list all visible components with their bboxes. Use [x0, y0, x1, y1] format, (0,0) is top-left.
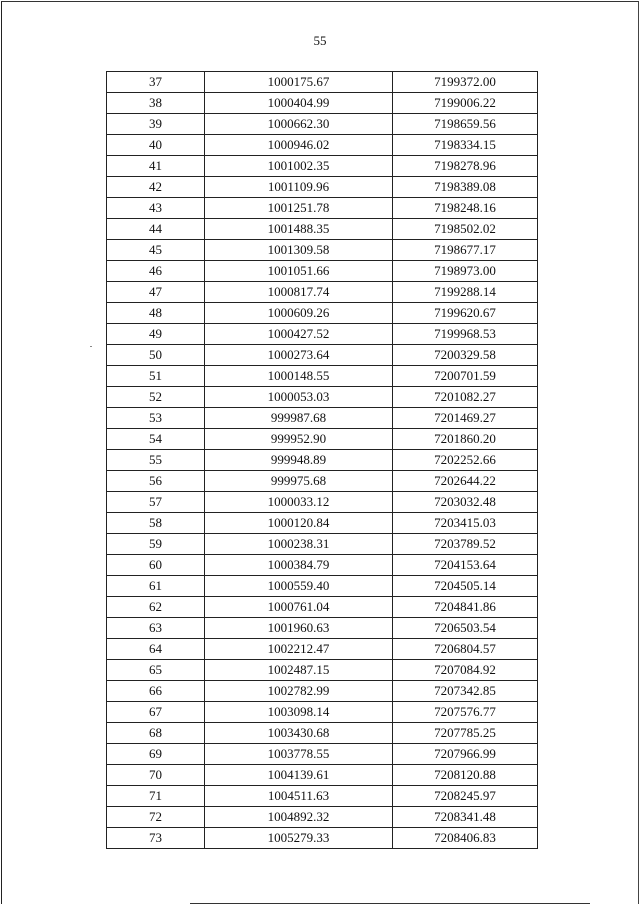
y-coordinate-cell: 7207342.85: [393, 681, 538, 702]
table-row: [107, 156, 538, 177]
x-coordinate-cell: 1000817.74: [205, 282, 393, 303]
x-coordinate-cell: 1001109.96: [205, 177, 393, 198]
point-number-cell: 60: [107, 555, 205, 576]
table-row: [107, 786, 538, 807]
y-coordinate-cell: 7199372.00: [393, 72, 538, 93]
y-coordinate-cell: 7198278.96: [393, 156, 538, 177]
point-number-cell: 44: [107, 219, 205, 240]
x-coordinate-cell: 1004511.63: [205, 786, 393, 807]
x-coordinate-cell: 1001251.78: [205, 198, 393, 219]
x-coordinate-cell: 1001309.58: [205, 240, 393, 261]
x-coordinate-cell: 1005279.33: [205, 828, 393, 849]
table-row: [107, 555, 538, 576]
point-number-cell: 38: [107, 93, 205, 114]
page-number: 55: [313, 33, 327, 48]
table-row: [107, 681, 538, 702]
y-coordinate-cell: 7198334.15: [393, 135, 538, 156]
table-row: [107, 597, 538, 618]
coordinates-table: [106, 71, 538, 849]
y-coordinate-cell: 7208245.97: [393, 786, 538, 807]
point-number-cell: 37: [107, 72, 205, 93]
y-coordinate-cell: 7198248.16: [393, 198, 538, 219]
y-coordinate-cell: 7204841.86: [393, 597, 538, 618]
point-number-cell: 52: [107, 387, 205, 408]
y-coordinate-cell: 7207576.77: [393, 702, 538, 723]
x-coordinate-cell: 1000120.84: [205, 513, 393, 534]
point-number-cell: 47: [107, 282, 205, 303]
point-number-cell: 59: [107, 534, 205, 555]
x-coordinate-cell: 1003098.14: [205, 702, 393, 723]
y-coordinate-cell: 7207084.92: [393, 660, 538, 681]
point-number-cell: 65: [107, 660, 205, 681]
y-coordinate-cell: 7198659.56: [393, 114, 538, 135]
table-row: [107, 639, 538, 660]
y-coordinate-cell: 7198973.00: [393, 261, 538, 282]
y-coordinate-cell: 7201469.27: [393, 408, 538, 429]
point-number-cell: 43: [107, 198, 205, 219]
x-coordinate-cell: 1001488.35: [205, 219, 393, 240]
x-coordinate-cell: 1000175.67: [205, 72, 393, 93]
point-number-cell: 63: [107, 618, 205, 639]
y-coordinate-cell: 7202644.22: [393, 471, 538, 492]
table-row: [107, 807, 538, 828]
y-coordinate-cell: 7207966.99: [393, 744, 538, 765]
table-row: [107, 240, 538, 261]
x-coordinate-cell: 1000427.52: [205, 324, 393, 345]
table-row: [107, 345, 538, 366]
table-row: [107, 471, 538, 492]
table-row: [107, 828, 538, 849]
x-coordinate-cell: 1000761.04: [205, 597, 393, 618]
y-coordinate-cell: 7201082.27: [393, 387, 538, 408]
y-coordinate-cell: 7199620.67: [393, 303, 538, 324]
table-row: [107, 282, 538, 303]
table-row: [107, 324, 538, 345]
point-number-cell: 41: [107, 156, 205, 177]
x-coordinate-cell: 999975.68: [205, 471, 393, 492]
table-row: [107, 261, 538, 282]
table-row: [107, 219, 538, 240]
y-coordinate-cell: 7206804.57: [393, 639, 538, 660]
table-row: [107, 450, 538, 471]
coordinates-table-body: [107, 72, 538, 849]
point-number-cell: 71: [107, 786, 205, 807]
point-number-cell: 39: [107, 114, 205, 135]
y-coordinate-cell: 7203789.52: [393, 534, 538, 555]
table-row: [107, 72, 538, 93]
x-coordinate-cell: 1002487.15: [205, 660, 393, 681]
table-row: [107, 576, 538, 597]
x-coordinate-cell: 1000148.55: [205, 366, 393, 387]
table-row: [107, 660, 538, 681]
x-coordinate-cell: 1000609.26: [205, 303, 393, 324]
point-number-cell: 72: [107, 807, 205, 828]
table-row: [107, 387, 538, 408]
y-coordinate-cell: 7203032.48: [393, 492, 538, 513]
y-coordinate-cell: 7198389.08: [393, 177, 538, 198]
x-coordinate-cell: 1000384.79: [205, 555, 393, 576]
y-coordinate-cell: 7201860.20: [393, 429, 538, 450]
point-number-cell: 62: [107, 597, 205, 618]
x-coordinate-cell: 1001051.66: [205, 261, 393, 282]
x-coordinate-cell: 1000404.99: [205, 93, 393, 114]
table-row: [107, 765, 538, 786]
point-number-cell: 50: [107, 345, 205, 366]
point-number-cell: 46: [107, 261, 205, 282]
table-row: [107, 513, 538, 534]
table-row: [107, 366, 538, 387]
y-coordinate-cell: 7199968.53: [393, 324, 538, 345]
table-row: [107, 408, 538, 429]
point-number-cell: 73: [107, 828, 205, 849]
x-coordinate-cell: 1002212.47: [205, 639, 393, 660]
point-number-cell: 70: [107, 765, 205, 786]
y-coordinate-cell: 7207785.25: [393, 723, 538, 744]
point-number-cell: 42: [107, 177, 205, 198]
x-coordinate-cell: 999952.90: [205, 429, 393, 450]
point-number-cell: 69: [107, 744, 205, 765]
table-row: [107, 93, 538, 114]
x-coordinate-cell: 1000053.03: [205, 387, 393, 408]
y-coordinate-cell: 7208341.48: [393, 807, 538, 828]
point-number-cell: 55: [107, 450, 205, 471]
point-number-cell: 54: [107, 429, 205, 450]
x-coordinate-cell: 1000238.31: [205, 534, 393, 555]
x-coordinate-cell: 1001002.35: [205, 156, 393, 177]
table-row: [107, 303, 538, 324]
y-coordinate-cell: 7198677.17: [393, 240, 538, 261]
point-number-cell: 45: [107, 240, 205, 261]
table-row: [107, 744, 538, 765]
x-coordinate-cell: 1000273.64: [205, 345, 393, 366]
x-coordinate-cell: 1000662.30: [205, 114, 393, 135]
x-coordinate-cell: 1001960.63: [205, 618, 393, 639]
table-row: [107, 723, 538, 744]
y-coordinate-cell: 7199006.22: [393, 93, 538, 114]
y-coordinate-cell: 7199288.14: [393, 282, 538, 303]
y-coordinate-cell: 7206503.54: [393, 618, 538, 639]
point-number-cell: 57: [107, 492, 205, 513]
point-number-cell: 64: [107, 639, 205, 660]
table-row: [107, 429, 538, 450]
point-number-cell: 53: [107, 408, 205, 429]
point-number-cell: 61: [107, 576, 205, 597]
y-coordinate-cell: 7208120.88: [393, 765, 538, 786]
x-coordinate-cell: 1004139.61: [205, 765, 393, 786]
y-coordinate-cell: 7198502.02: [393, 219, 538, 240]
y-coordinate-cell: 7200329.58: [393, 345, 538, 366]
point-number-cell: 68: [107, 723, 205, 744]
x-coordinate-cell: 1000559.40: [205, 576, 393, 597]
table-row: [107, 198, 538, 219]
point-number-cell: 58: [107, 513, 205, 534]
point-number-cell: 66: [107, 681, 205, 702]
x-coordinate-cell: 1002782.99: [205, 681, 393, 702]
x-coordinate-cell: 999948.89: [205, 450, 393, 471]
point-number-cell: 40: [107, 135, 205, 156]
y-coordinate-cell: 7200701.59: [393, 366, 538, 387]
x-coordinate-cell: 999987.68: [205, 408, 393, 429]
x-coordinate-cell: 1003778.55: [205, 744, 393, 765]
point-number-cell: 48: [107, 303, 205, 324]
table-row: [107, 135, 538, 156]
table-row: [107, 702, 538, 723]
point-number-cell: 56: [107, 471, 205, 492]
y-coordinate-cell: 7202252.66: [393, 450, 538, 471]
table-row: [107, 534, 538, 555]
point-number-cell: 49: [107, 324, 205, 345]
table-row: [107, 177, 538, 198]
y-coordinate-cell: 7204153.64: [393, 555, 538, 576]
x-coordinate-cell: 1000946.02: [205, 135, 393, 156]
bottom-rule: [190, 903, 590, 904]
point-number-cell: 51: [107, 366, 205, 387]
y-coordinate-cell: 7204505.14: [393, 576, 538, 597]
x-coordinate-cell: 1000033.12: [205, 492, 393, 513]
table-row: [107, 618, 538, 639]
table-row: [107, 492, 538, 513]
y-coordinate-cell: 7203415.03: [393, 513, 538, 534]
scan-mark: [90, 346, 92, 347]
x-coordinate-cell: 1003430.68: [205, 723, 393, 744]
table-row: [107, 114, 538, 135]
point-number-cell: 67: [107, 702, 205, 723]
x-coordinate-cell: 1004892.32: [205, 807, 393, 828]
y-coordinate-cell: 7208406.83: [393, 828, 538, 849]
